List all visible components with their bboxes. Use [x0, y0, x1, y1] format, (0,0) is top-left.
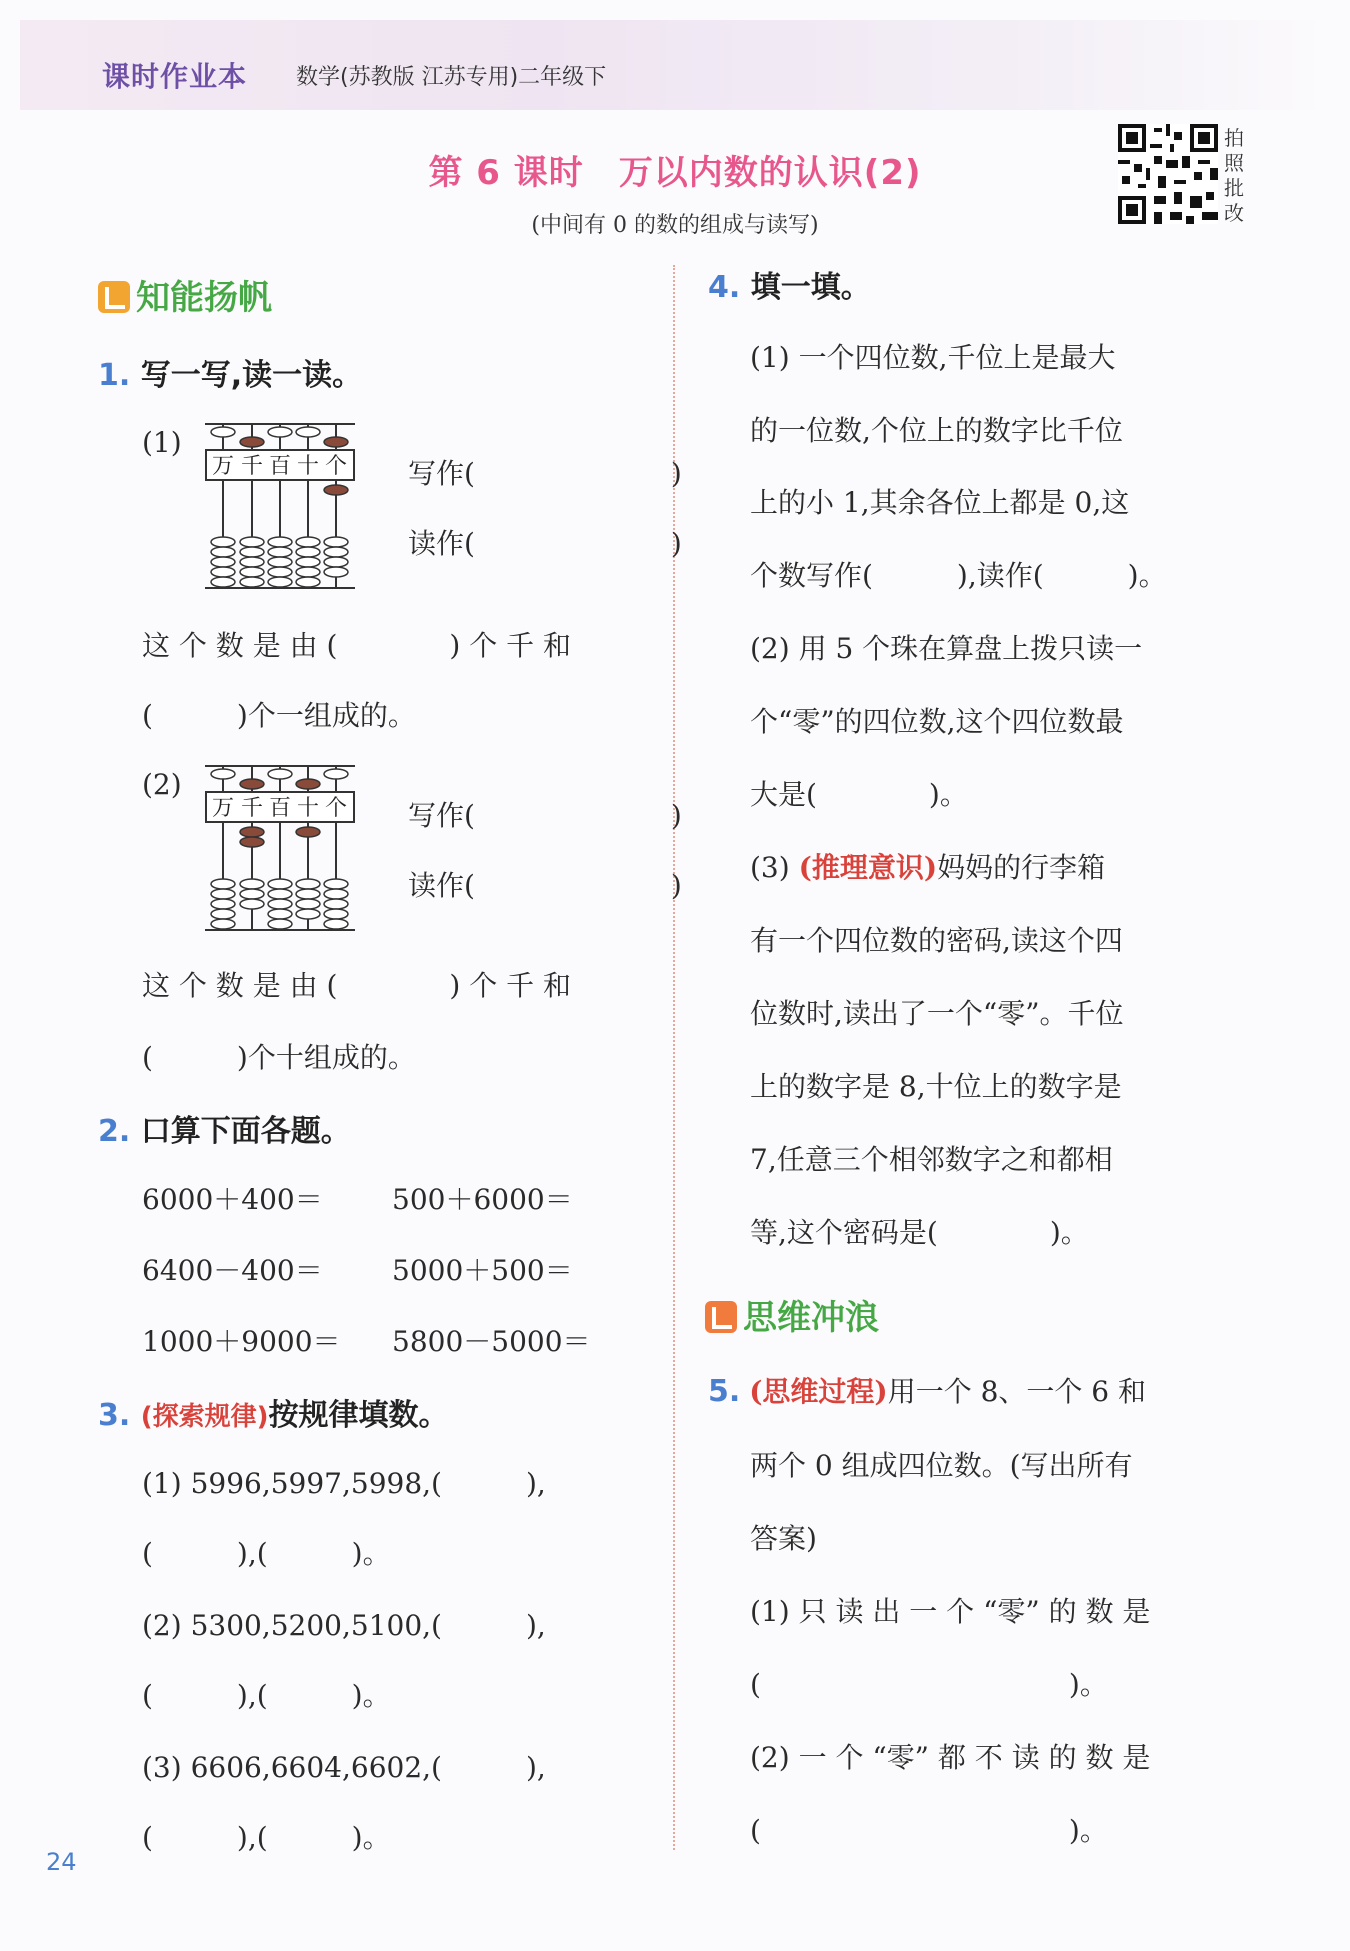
q4-p3-line: 上的数字是 8,十位上的数字是 — [750, 1070, 1122, 1103]
abacus-bead — [240, 879, 264, 889]
abacus-bead — [324, 485, 348, 495]
q3-line[interactable]: ( ),( )。 — [142, 1821, 391, 1854]
q3-line[interactable]: ( ),( )。 — [142, 1537, 391, 1570]
abacus-bead — [240, 577, 264, 587]
abacus-place-label: 十 — [296, 454, 320, 479]
q1-part2-label: (2) — [142, 768, 182, 801]
abacus-bead — [324, 557, 348, 567]
question-3-title: 3. (探索规律)按规律填数。 — [98, 1398, 449, 1433]
q3-line[interactable]: ( ),( )。 — [142, 1679, 391, 1712]
abacus-bead — [240, 537, 264, 547]
abacus-bead — [211, 567, 235, 577]
abacus-bead — [211, 899, 235, 909]
abacus-place-label: 个 — [324, 796, 348, 821]
abacus-place-label: 万 — [211, 454, 235, 479]
abacus-place-label: 个 — [324, 454, 348, 479]
lesson-subtitle: (中间有 0 的数的组成与读写) — [531, 213, 819, 238]
abacus-bead — [296, 547, 320, 557]
abacus-bead — [240, 889, 264, 899]
wave-icon — [705, 1301, 737, 1333]
abacus-bead — [211, 557, 235, 567]
q4-p3-line: 有一个四位数的密码,读这个四 — [750, 924, 1123, 957]
q5-line: (2) 一 个 “零” 都 不 读 的 数 是 — [750, 1741, 1151, 1774]
abacus-bead — [296, 779, 320, 789]
q4-line: 的一位数,个位上的数字比千位 — [750, 414, 1123, 447]
abacus-bead — [268, 879, 292, 889]
abacus-place-label: 万 — [211, 796, 235, 821]
q4-p3-line: 位数时,读出了一个“零”。千位 — [750, 997, 1124, 1030]
abacus-bead — [268, 909, 292, 919]
abacus-bead — [211, 909, 235, 919]
column-divider — [673, 265, 675, 1850]
book-brand: 课时作业本 — [102, 60, 248, 93]
abacus-bead — [324, 909, 348, 919]
abacus-bead — [324, 547, 348, 557]
abacus-bead — [324, 919, 348, 929]
abacus-bead — [240, 837, 264, 847]
q2-item[interactable]: 5800－5000＝ — [392, 1325, 591, 1358]
abacus-bead — [268, 557, 292, 567]
abacus-bead — [324, 889, 348, 899]
abacus-bead — [268, 537, 292, 547]
question-4-title: 4. 填一填。 — [708, 270, 871, 305]
abacus-bead — [268, 577, 292, 587]
abacus-bead — [324, 899, 348, 909]
abacus-bead — [211, 919, 235, 929]
q4-part3-first-line: (3) (推理意识)妈妈的行李箱 — [750, 851, 1106, 884]
section-heading-siwei: 思维冲浪 — [705, 1290, 879, 1339]
q4-line[interactable]: 大是( )。 — [750, 778, 968, 811]
abacus-bead — [268, 889, 292, 899]
q4-p3-line[interactable]: 等,这个密码是( )。 — [750, 1216, 1089, 1249]
abacus-bead — [296, 899, 320, 909]
q5-line: 答案) — [750, 1522, 817, 1555]
abacus-bead — [296, 427, 320, 437]
abacus-bead — [268, 427, 292, 437]
q4-line: (1) 一个四位数,千位上是最大 — [750, 341, 1116, 374]
abacus-bead — [211, 769, 235, 779]
abacus-bead — [268, 769, 292, 779]
q2-item[interactable]: 5000＋500＝ — [392, 1254, 573, 1287]
abacus-bead — [240, 567, 264, 577]
question-2-title: 2. 口算下面各题。 — [98, 1114, 351, 1149]
q4-line: (2) 用 5 个珠在算盘上拨只读一 — [750, 632, 1143, 665]
q1-part1-read[interactable]: 读作( ) — [408, 527, 682, 560]
abacus-bead — [211, 537, 235, 547]
abacus-1 — [205, 422, 395, 590]
abacus-bead — [211, 427, 235, 437]
q5-line[interactable]: ( )。 — [750, 1814, 1108, 1847]
abacus-place-label: 千 — [240, 454, 264, 479]
q1-part2-read[interactable]: 读作( ) — [408, 869, 682, 902]
abacus-bead — [296, 879, 320, 889]
abacus-bead — [324, 567, 348, 577]
q5-line: (1) 只 读 出 一 个 “零” 的 数 是 — [750, 1595, 1151, 1628]
abacus-bead — [268, 919, 292, 929]
q2-item[interactable]: 6000＋400＝ — [142, 1183, 323, 1216]
lesson-title: 第 6 课时 万以内数的认识(2) — [428, 153, 922, 193]
abacus-bead — [240, 899, 264, 909]
q2-item[interactable]: 500＋6000＝ — [392, 1183, 573, 1216]
abacus-bead — [296, 827, 320, 837]
abacus-bead — [240, 827, 264, 837]
abacus-bead — [296, 567, 320, 577]
abacus-bead — [268, 899, 292, 909]
abacus-bead — [268, 547, 292, 557]
abacus-2 — [205, 764, 395, 932]
q5-line: 两个 0 组成四位数。(写出所有 — [750, 1449, 1133, 1482]
abacus-bead — [211, 547, 235, 557]
abacus-bead — [296, 537, 320, 547]
abacus-bead — [324, 769, 348, 779]
abacus-place-label: 千 — [240, 796, 264, 821]
abacus-bead — [296, 909, 320, 919]
section-heading-zhineng: 知能扬帆 — [98, 270, 272, 319]
abacus-bead — [324, 537, 348, 547]
abacus-place-label: 十 — [296, 796, 320, 821]
q1-part2-compose-line2[interactable]: ( )个十组成的。 — [142, 1041, 416, 1074]
book-subject: 数学(苏教版 江苏专用)二年级下 — [296, 65, 607, 90]
q1-part2-compose-line1[interactable]: 这 个 数 是 由 ( ) 个 千 和 — [142, 969, 572, 1002]
abacus-bead — [211, 577, 235, 587]
q4-line: 个“零”的四位数,这个四位数最 — [750, 705, 1124, 738]
page-number: 24 — [46, 1848, 77, 1876]
q1-part2-write[interactable]: 写作( ) — [408, 799, 682, 832]
q4-p3-line: 7,任意三个相邻数字之和都相 — [750, 1143, 1113, 1176]
q1-part1-label: (1) — [142, 426, 182, 459]
abacus-bead — [324, 879, 348, 889]
q3-line[interactable]: (1) 5996,5997,5998,( ), — [142, 1467, 546, 1500]
question-1-title: 1. 写一写,读一读。 — [98, 358, 363, 393]
abacus-bead — [240, 547, 264, 557]
abacus-bead — [240, 779, 264, 789]
q1-part1-compose-line2[interactable]: ( )个一组成的。 — [142, 699, 416, 732]
abacus-bead — [296, 557, 320, 567]
abacus-bead — [296, 889, 320, 899]
q2-item[interactable]: 1000＋9000＝ — [142, 1325, 341, 1358]
abacus-bead — [324, 437, 348, 447]
abacus-bead — [240, 557, 264, 567]
q4-line[interactable]: 个数写作( ),读作( )。 — [750, 559, 1167, 592]
q5-line[interactable]: ( )。 — [750, 1668, 1108, 1701]
abacus-bead — [296, 577, 320, 587]
question-5-first-line: 5. (思维过程)用一个 8、一个 6 和 — [708, 1374, 1147, 1409]
abacus-place-label: 百 — [268, 454, 292, 479]
q2-item[interactable]: 6400－400＝ — [142, 1254, 323, 1287]
q3-line[interactable]: (2) 5300,5200,5100,( ), — [142, 1609, 546, 1642]
q1-part1-write[interactable]: 写作( ) — [408, 457, 682, 490]
abacus-bead — [211, 889, 235, 899]
qr-code-icon[interactable] — [1118, 124, 1218, 224]
abacus-bead — [268, 567, 292, 577]
q1-part1-compose-line1[interactable]: 这 个 数 是 由 ( ) 个 千 和 — [142, 629, 572, 662]
abacus-bead — [211, 879, 235, 889]
q4-line: 上的小 1,其余各位上都是 0,这 — [750, 486, 1130, 519]
q3-line[interactable]: (3) 6606,6604,6602,( ), — [142, 1751, 546, 1784]
sail-icon — [98, 281, 130, 313]
abacus-bead — [240, 437, 264, 447]
abacus-place-label: 百 — [268, 796, 292, 821]
qr-code-label: 拍照批改 — [1224, 126, 1244, 225]
